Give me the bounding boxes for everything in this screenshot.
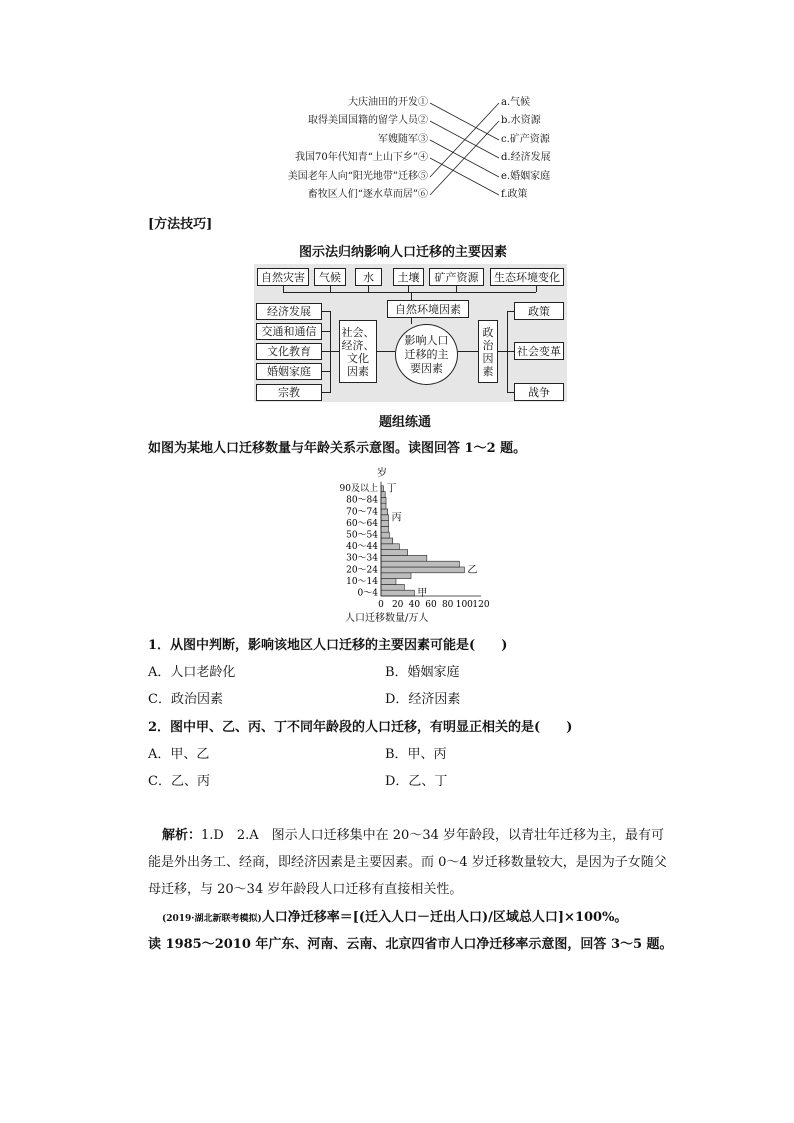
y-tick-label: 80～84	[346, 495, 378, 506]
bar-0	[381, 590, 414, 596]
annotation-label: 乙	[467, 564, 478, 576]
right-item-c: c.矿产资源	[501, 134, 550, 145]
q2-option-b: B．甲、丙	[385, 747, 447, 762]
bar-2	[381, 579, 396, 585]
left-item-education: 文化教育	[256, 343, 322, 360]
practice-heading: 题组练通	[379, 415, 432, 430]
bar-1	[381, 584, 404, 590]
q2-option-c: C．乙、丙	[148, 774, 210, 789]
bar-9	[381, 538, 393, 544]
match-line-6b	[430, 121, 499, 195]
analysis-line-3: 母迁移，与 20～34 岁年龄段人口迁移有直接相关性。	[148, 882, 463, 897]
x-tick-label: 40	[408, 600, 421, 610]
match-line-1c	[430, 103, 499, 140]
y-tick-label: 30～34	[346, 553, 378, 564]
bar-17	[381, 492, 385, 498]
next-intro-line-2: 读 1985～2010 年广东、河南、云南、北京四省市人口净迁移率示意图，回答 3～5 题。	[148, 937, 673, 952]
x-tick-label: 120	[472, 600, 490, 610]
left-item-6: 畜牧区人们“逐水草而居”⑥	[307, 189, 428, 200]
q1-option-c: C．政治因素	[148, 692, 223, 707]
q1-option-d: D．经济因素	[385, 692, 461, 707]
q1-option-a: A．人口老龄化	[148, 665, 236, 680]
x-tick-label: 0	[378, 600, 384, 610]
bar-11	[381, 526, 389, 532]
bar-7	[381, 550, 408, 556]
bar-12	[381, 521, 389, 527]
top-item-soil: 土壤	[393, 268, 424, 286]
bar-5	[381, 561, 459, 567]
right-item-b: b.水资源	[501, 115, 541, 126]
analysis-line-1	[162, 824, 664, 843]
left-item-3: 军嫂随军③	[378, 134, 428, 145]
top-item-mineral: 矿产资源	[429, 268, 484, 286]
match-line-5a	[430, 103, 499, 177]
top-item-climate: 气候	[314, 268, 346, 286]
right-item-war: 战争	[514, 383, 564, 401]
annotation-label: 丁	[386, 483, 397, 495]
left-item-economy: 经济发展	[256, 303, 322, 320]
bar-14	[381, 509, 388, 515]
right-item-a: a.气候	[501, 97, 531, 108]
source-tag: (2019·湖北新联考模拟)	[162, 914, 262, 924]
top-item-ecology: 生态环境变化	[490, 268, 564, 286]
y-tick-label: 60～64	[346, 518, 378, 529]
y-tick-label: 40～44	[346, 542, 378, 553]
top-item-water: 水	[355, 268, 382, 286]
right-item-policy: 政策	[514, 302, 564, 320]
natural-factors-box: 自然环境因素	[387, 300, 469, 318]
x-tick-label: 60	[425, 600, 437, 610]
intro-text: 如图为某地人口迁移数量与年龄关系示意图。读图回答 1～2 题。	[148, 441, 527, 456]
matching-lines	[0, 0, 794, 220]
annotation-label: 丙	[391, 512, 402, 524]
x-tick-label: 80	[441, 600, 454, 610]
match-line-4f	[430, 158, 499, 195]
y-tick-label: 10～14	[346, 576, 378, 587]
bar-10	[381, 532, 389, 538]
x-tick-label: 100	[455, 600, 473, 610]
right-item-f: f.政策	[501, 189, 528, 200]
left-item-marriage: 婚姻家庭	[256, 363, 322, 380]
y-tick-label: 90及以上	[339, 484, 378, 495]
method-heading: [方法技巧]	[148, 217, 213, 232]
left-item-transport: 交通和通信	[256, 323, 322, 340]
analysis-answers: 1.D 2.A	[201, 828, 259, 843]
question-1: 1．从图中判断，影响该地区人口迁移的主要因素可能是( )	[148, 638, 508, 653]
top-bracket	[283, 292, 536, 293]
x-tick-label: 20	[391, 600, 404, 610]
bar-6	[381, 555, 427, 561]
bar-4	[381, 567, 464, 573]
left-item-5: 美国老年人向“阳光地带”迁移⑤	[287, 171, 428, 182]
bar-15	[381, 503, 386, 509]
question-2: 2．图中甲、乙、丙、丁不同年龄段的人口迁移，有明显正相关的是( )	[148, 720, 573, 735]
right-item-social-change: 社会变革	[514, 342, 564, 360]
migration-age-chart	[325, 462, 490, 627]
net-migration-formula: 人口净迁移率＝[(迁入人口－迁出人口)/区域总人口]×100%。	[261, 910, 628, 925]
left-item-religion: 宗教	[256, 384, 322, 401]
q2-option-a: A．甲、乙	[148, 747, 210, 762]
bar-3	[381, 573, 411, 579]
y-axis-label: 岁	[377, 468, 387, 479]
right-item-d: d.经济发展	[501, 152, 551, 163]
annotation-label: 甲	[417, 588, 428, 599]
diagram-title: 图示法归纳影响人口迁移的主要因素	[299, 245, 508, 260]
left-item-2: 取得美国国籍的留学人员②	[308, 115, 428, 126]
bar-8	[381, 544, 399, 550]
y-tick-label: 20～24	[346, 565, 378, 576]
left-item-1: 大庆油田的开发①	[348, 97, 428, 108]
q2-option-d: D．乙、丁	[385, 774, 448, 789]
next-intro-line-1	[162, 906, 627, 925]
bar-13	[381, 515, 389, 521]
center-circle: 影响人口 迁移的主 要因素	[395, 324, 458, 385]
social-economic-factors-box: 社会、 经济、 文化 因素	[339, 320, 377, 383]
analysis-line-2: 能是外出务工、经商，即经济因素是主要因素。而 0～4 岁迁移数量较大，是因为子女随父	[148, 855, 667, 870]
y-tick-label: 0～4	[357, 588, 378, 599]
right-item-e: e.婚姻家庭	[501, 171, 551, 182]
y-tick-label: 50～54	[346, 530, 378, 541]
left-item-4: 我国70年代知青“上山下乡”④	[295, 152, 428, 163]
x-axis-label: 人口迁移数量/万人	[345, 613, 429, 624]
analysis-label: 解析：	[162, 828, 202, 843]
bar-16	[381, 497, 386, 503]
political-factors-box: 政 治 因 素	[478, 320, 498, 383]
q1-option-b: B．婚姻家庭	[385, 665, 460, 680]
y-tick-label: 70～74	[346, 507, 378, 518]
factors-diagram	[254, 264, 567, 402]
top-item-disaster: 自然灾害	[257, 268, 309, 286]
analysis-text-1: 图示人口迁移集中在 20～34 岁年龄段，以青壮年迁移为主，最有可	[271, 828, 665, 843]
